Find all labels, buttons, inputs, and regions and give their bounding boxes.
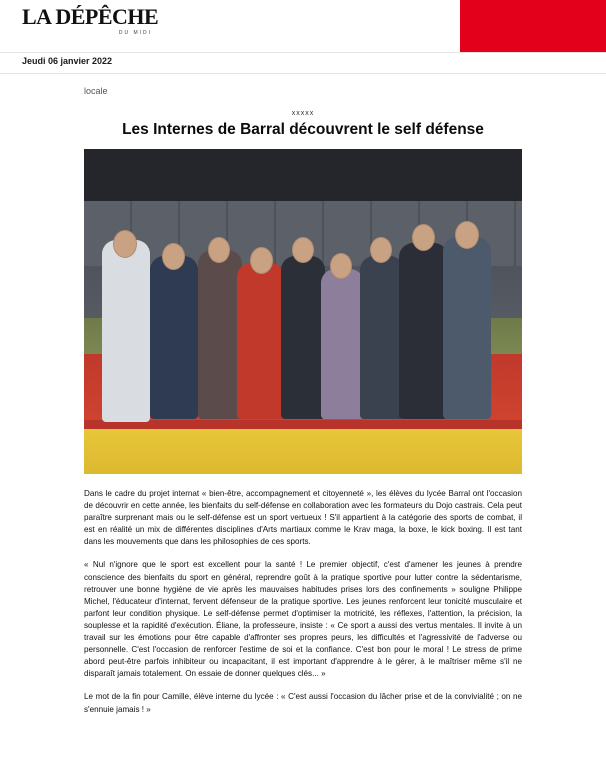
page-title: Les Internes de Barral découvrent le self défense bbox=[122, 121, 484, 138]
photo-person-head bbox=[292, 237, 314, 263]
logo-title: LA DÉPÊCHE bbox=[22, 4, 159, 29]
photo-scene bbox=[84, 149, 522, 474]
photo-mat-yellow bbox=[84, 429, 522, 475]
photo-person bbox=[198, 250, 242, 419]
photo-person bbox=[281, 256, 325, 419]
date-bar bbox=[0, 53, 606, 74]
article-photo bbox=[84, 149, 522, 474]
photo-person bbox=[399, 243, 447, 419]
publication-date: Jeudi 06 janvier 2022 bbox=[22, 56, 113, 66]
article-header bbox=[0, 74, 606, 474]
article-paragraph: Le mot de la fin pour Camille, élève interne du lycée : « C'est aussi l'occasion du lâcher prise et de la convivialité ; on ne s'ennuie jamais ! » bbox=[84, 692, 522, 714]
section-label[interactable]: locale bbox=[84, 86, 108, 96]
photo-person-head bbox=[455, 221, 479, 249]
article-overline: xxxxx bbox=[291, 110, 315, 117]
photo-person-head bbox=[330, 253, 352, 279]
masthead-red-banner bbox=[460, 0, 606, 52]
photo-person-head bbox=[370, 237, 392, 263]
photo-person bbox=[237, 263, 285, 419]
photo-person bbox=[443, 237, 491, 419]
photo-person-head bbox=[250, 247, 273, 274]
photo-person-head bbox=[162, 243, 185, 270]
photo-ceiling bbox=[84, 149, 522, 201]
photo-person bbox=[360, 256, 404, 419]
photo-person bbox=[150, 256, 198, 419]
photo-person-head bbox=[412, 224, 435, 251]
article-paragraph: « Nul n'ignore que le sport est excellent pour la santé ! Le premier objectif, c'est d'amener les jeunes à prendre conscience des bienfaits du sport en général, reprendre goût à la pratique sportive pour lutter contre la sédentarisme, retrouver une bonne hygiène de vie après les mauvaises habitudes prises lors des confinements » souligne Philippe Michel, l'éducateur d'internat, fervent défenseur de la pratique sportive. Les jeunes renforcent leur tonicité musculaire et parfont leur condition physique. Le self-défense permet d'optimiser la motricité, les réflexes, l'attention, la précision, la souplesse et la rapidité d'exécution. Éliane, la professeure, insiste : « Ce sport a aussi des vertus mentales. Il invite à un travail sur les émotions pour être capable d'affronter ses propres peurs, les difficultés et l'agressivité de l'adverse ou personnelle. C'est l'occasion de renforcer l'estime de soi et la confiance. C'est bon pour le moral ! Le stress de prime abord peut-être parfois inhibiteur ou incapacitant, il est important d'apprendre à le gérer, à le maîtriser même s'il ne disparaît jamais totalement. On essaie de donner quelques clés... » bbox=[84, 560, 522, 679]
photo-person bbox=[102, 240, 150, 422]
article-body bbox=[0, 474, 606, 716]
newspaper-logo[interactable] bbox=[22, 4, 159, 39]
masthead bbox=[0, 0, 606, 53]
photo-person bbox=[321, 269, 365, 419]
photo-person-head bbox=[113, 230, 137, 258]
article-paragraph: Dans le cadre du projet internat « bien-être, accompagnement et citoyenneté », les élèves du lycée Barral ont l'occasion de découvrir en cette année, les bienfaits du self-défense en collaboration avec les formateurs du Dojo castrais. Cela peut paraître surprenant mais ou le self-défense est un sport vertueux ! S'il appartient à la catégorie des sports de combat, il est en réalité un mix de différentes disciplines d'Arts martiaux comme le Krav maga, la boxe, le kick boxing. Il est tant dans les mouvements que dans les philosophies de ces sports. bbox=[84, 489, 522, 547]
logo-subtitle: DU MIDI bbox=[118, 30, 152, 36]
